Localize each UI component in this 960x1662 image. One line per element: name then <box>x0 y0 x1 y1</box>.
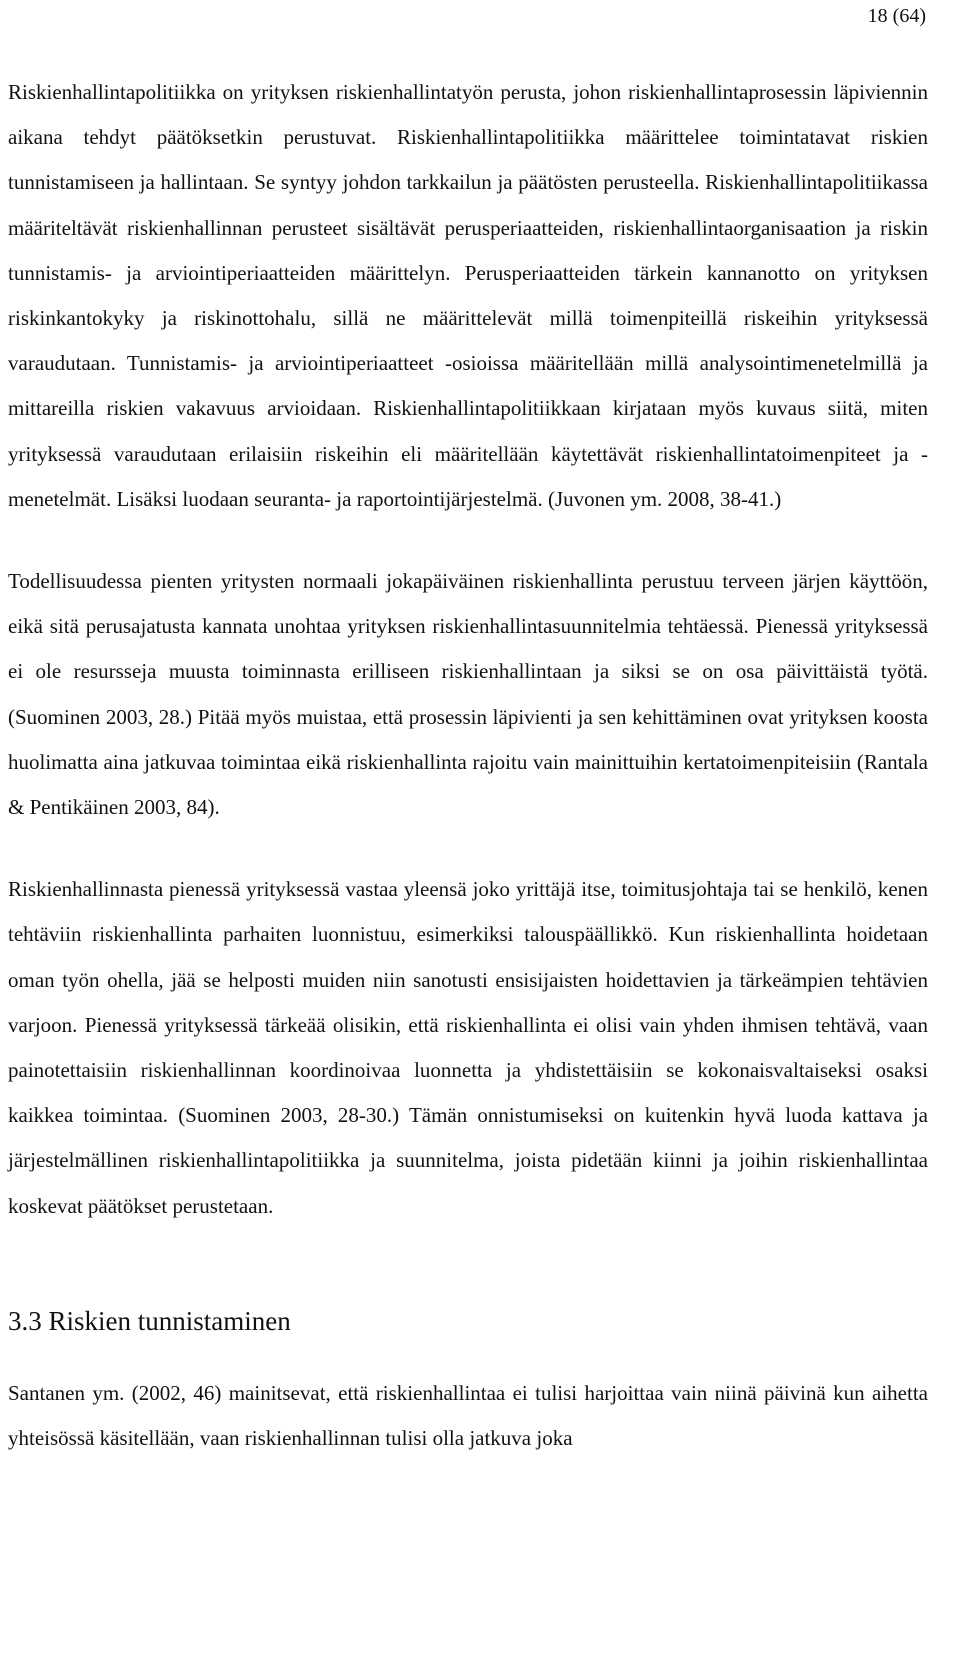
section-paragraph: Santanen ym. (2002, 46) mainitsevat, että riskienhallintaa ei tulisi harjoittaa vain niinä päivinä kun aihetta yhteisössä käsitellään, vaan riskienhallinnan tulisi olla jatkuva joka <box>8 1380 928 1451</box>
body-paragraph-1: Riskienhallintapolitiikka on yrityksen riskienhallintatyön perusta, johon riskienhallintaprosessin läpiviennin aikana tehdyt päätöksetkin perustuvat. Riskienhallintapolitiikka määrittelee toimintatavat riskien tunnistamiseen ja hallintaan. Se syntyy johdon tarkkailun ja päätösten perusteella. Riskienhallintapolitiikassa määriteltävät riskienhallinnan perusteet sisältävät perusperiaatteiden, riskienhallintaorganisaation ja riskin tunnistamis- ja arviointiperiaatteiden määrittelyn. Perusperiaatteiden tärkein kannanotto on yrityksen riskinkantokyky ja riskinottohalu, sillä ne määrittelevät millä toimenpiteillä riskeihin yrityksessä varaudutaan. Tunnistamis- ja arviointiperiaatteet -osioissa määritellään millä analysointimenetelmillä ja mittareilla riskien vakavuus arvioidaan. Riskienhallintapolitiikkaan kirjataan myös kuvaus siitä, miten yrityksessä varaudutaan erilaisiin riskeihin eli määritellään käytettävät riskienhallintatoimenpiteet ja -menetelmät. Lisäksi luodaan seuranta- ja raportointijärjestelmä. (Juvonen ym. 2008, 38-41.) <box>8 80 928 511</box>
body-paragraph-2: Todellisuudessa pienten yritysten normaali jokapäiväinen riskienhallinta perustuu terveen järjen käyttöön, eikä sitä perusajatusta kannata unohtaa yrityksen riskienhallintasuunnitelmia tehtäessä. Pienessä yrityksessä ei ole resursseja muusta toiminnasta erilliseen riskienhallintaan ja siksi se on osa päivittäistä työtä. (Suominen 2003, 28.) Pitää myös muistaa, että prosessin läpivienti ja sen kehittäminen ovat yrityksen koosta huolimatta aina jatkuvaa toimintaa eikä riskienhallinta rajoitu vain mainittuihin kertatoimenpiteisiin (Rantala & Pentikäinen 2003, 84). <box>8 569 928 820</box>
page-number: 18 (64) <box>867 5 926 27</box>
section-heading: 3.3 Riskien tunnistaminen <box>8 1305 291 1336</box>
document-body <box>8 70 928 1461</box>
body-paragraph-3: Riskienhallinnasta pienessä yrityksessä vastaa yleensä joko yrittäjä itse, toimitusjohtaja tai se henkilö, kenen tehtäviin riskienhallinta parhaiten luonnistuu, esimerkiksi talouspäällikkö. Kun riskienhallinta hoidetaan oman työn ohella, jää se helposti muiden niin sanotusti ensisijaisten hoidettavien ja tärkeämpien tehtävien varjoon. Pienessä yrityksessä tärkeää olisikin, että riskienhallinta ei olisi vain yhden ihmisen tehtävä, vaan painotettaisiin riskienhallinnan koordinoivaa luonnetta ja yhdistettäisiin se kokonaisvaltaiseksi osaksi kaikkea toimintaa. (Suominen 2003, 28-30.) Tämän onnistumiseksi on kuitenkin hyvä luoda kattava ja järjestelmällinen riskienhallintapolitiikka ja suunnitelma, joista pidetään kiinni ja joihin riskienhallintaa koskevat päätökset perustetaan. <box>8 877 928 1218</box>
